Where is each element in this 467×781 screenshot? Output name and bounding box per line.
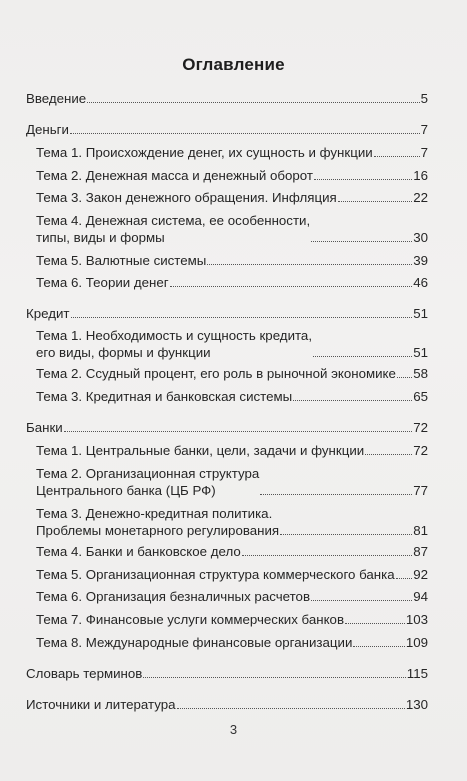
toc-entry-page: 39 [413,253,428,268]
toc-entry-text: Словарь терминов [26,666,143,681]
leader-dots [280,534,412,535]
toc-entry [36,365,428,382]
toc-entry [36,388,428,405]
leader-dots [260,494,412,495]
leader-dots [177,708,405,709]
toc-entry-page: 5 [420,91,428,106]
toc-entry [36,543,428,560]
toc-entry [36,442,428,459]
toc-entry-text: Источники и литература [26,697,176,712]
toc-entry-text: Тема 6. Теории денег [36,275,169,290]
leader-dots [314,179,412,180]
leader-dots [242,555,412,556]
toc-entry-text: Тема 3. Денежно-кредитная политика. Проблемы монетарного регулирования [36,506,280,538]
toc-entry-text: Тема 1. Центральные банки, цели, задачи и функции [36,443,365,458]
toc-entry [36,611,428,628]
leader-dots [71,317,413,318]
toc-entry-page: 109 [405,635,428,650]
toc-entry-text: Кредит [26,306,70,321]
leader-dots [353,646,404,647]
toc-entry-text: Тема 1. Происхождение денег, их сущность и функции [36,145,373,160]
toc-entry-page: 94 [413,589,428,604]
toc-entry-page: 72 [413,420,428,435]
toc-entry-page: 92 [413,567,428,582]
leader-dots [70,133,420,134]
leader-dots [143,677,405,678]
toc-entry-text: Банки [26,420,63,435]
toc-entry-page: 130 [405,697,428,712]
leader-dots [64,431,412,432]
toc-entry-page: 115 [406,666,428,681]
toc-entry-sources [26,696,428,713]
toc-entry-text: Тема 2. Денежная масса и денежный оборот [36,168,314,183]
leader-dots [207,264,412,265]
toc-entry-page: 81 [413,523,428,538]
toc-entry-page: 51 [413,345,428,360]
toc-entry-text: Тема 8. Международные финансовые организации [36,635,353,650]
toc-entry-text: Тема 3. Закон денежного обращения. Инфляция [36,190,337,205]
toc-entry-text: Тема 5. Организационная структура коммерческого банка [36,567,395,582]
leader-dots [397,377,412,378]
page-title: Оглавление [182,55,285,74]
page-number: 3 [229,722,238,737]
toc-entry-page: 46 [413,275,428,290]
leader-dots [170,286,413,287]
toc-entry-page: 58 [413,366,428,381]
leader-dots [311,600,412,601]
toc-entry-page: 77 [413,483,428,498]
toc-section-credit [26,305,428,322]
toc-entry [36,588,428,605]
toc-entry [36,144,428,161]
toc-entry-text: Тема 6. Организация безналичных расчетов [36,589,311,604]
toc-section-banks [26,419,428,436]
leader-dots [365,454,412,455]
toc-entry-text: Деньги [26,122,69,137]
toc-entry [36,189,428,206]
toc-entry-glossary [26,665,428,682]
toc-entry-text: Тема 5. Валютные системы [36,253,207,268]
toc-entry [36,167,428,184]
toc-entry-text: Тема 2. Организационная структура Центрального банка (ЦБ РФ) [36,466,260,498]
leader-dots [345,623,405,624]
toc-entry-text: Введение [26,91,87,106]
toc-section-money [26,121,428,138]
toc-entry-page: 87 [413,544,428,559]
toc-entry-page: 72 [413,443,428,458]
toc-entry-text: Тема 7. Финансовые услуги коммерческих банков [36,612,345,627]
toc-entry [36,212,428,246]
toc-entry [36,274,428,291]
leader-dots [87,102,419,103]
leader-dots [338,201,412,202]
toc-entry [36,327,428,361]
toc-entry [36,634,428,651]
leader-dots [311,241,412,242]
toc-entry-text: Тема 2. Ссудный процент, его роль в рыночной экономике [36,366,396,381]
toc-entry-page: 65 [413,389,428,404]
toc-entry-text: Тема 4. Денежная система, ее особенности, типы, виды и формы [36,213,311,245]
leader-dots [374,156,420,157]
toc-entry [36,252,428,269]
toc-entry-page: 22 [413,190,428,205]
leader-dots [396,578,413,579]
toc-entry-page: 51 [413,306,428,321]
toc-entry-text: Тема 1. Необходимость и сущность кредита, его виды, формы и функции [36,328,313,360]
toc-entry-intro [26,90,428,107]
toc-entry-text: Тема 4. Банки и банковское дело [36,544,241,559]
toc-entry-page: 7 [420,122,428,137]
leader-dots [293,400,412,401]
leader-dots [313,356,412,357]
toc-entry-text: Тема 3. Кредитная и банковская системы [36,389,293,404]
toc-entry-page: 7 [420,145,428,160]
toc-entry [36,465,428,499]
toc-entry [36,505,428,539]
toc-entry-page: 16 [413,168,428,183]
toc-entry-page: 30 [413,230,428,245]
toc-entry [36,566,428,583]
toc-entry-page: 103 [405,612,428,627]
